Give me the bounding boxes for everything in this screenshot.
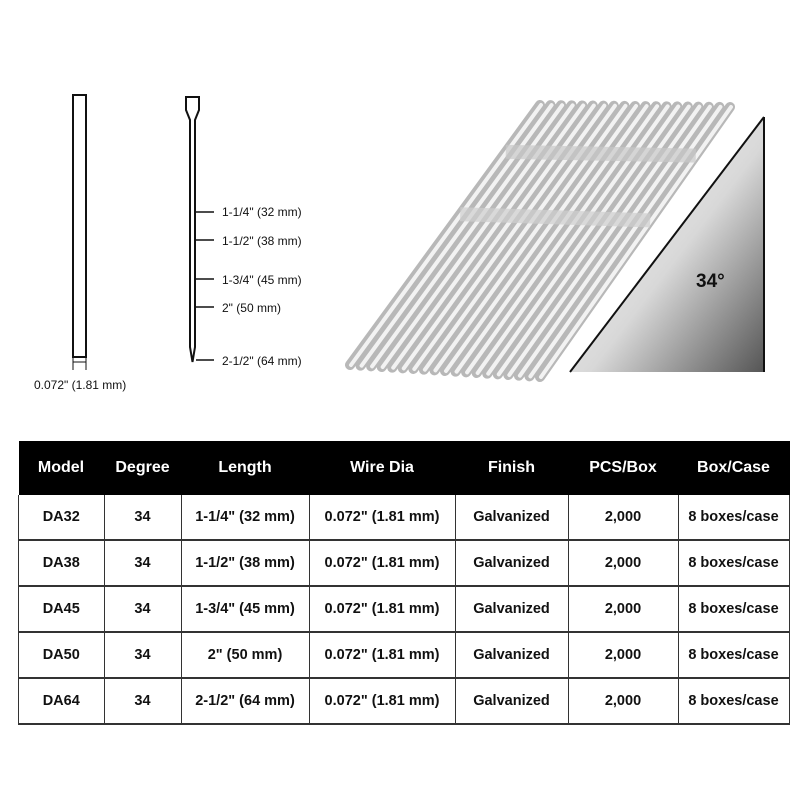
length-mark-label: 1-1/4" (32 mm) bbox=[222, 205, 302, 219]
table-cell: 0.072" (1.81 mm) bbox=[309, 586, 455, 632]
table-cell: DA38 bbox=[19, 540, 105, 586]
table-cell: 34 bbox=[104, 540, 181, 586]
table-cell: 34 bbox=[104, 632, 181, 678]
length-mark-label: 2" (50 mm) bbox=[222, 301, 281, 315]
table-cell: 1-3/4" (45 mm) bbox=[181, 586, 309, 632]
table-cell: DA45 bbox=[19, 586, 105, 632]
table-cell: Galvanized bbox=[455, 495, 568, 540]
spec-table bbox=[18, 441, 790, 725]
table-row bbox=[19, 632, 790, 678]
table-cell: 0.072" (1.81 mm) bbox=[309, 540, 455, 586]
collation-strip bbox=[506, 152, 696, 156]
length-marks bbox=[196, 205, 302, 368]
column-header: PCS/Box bbox=[568, 441, 678, 495]
table-cell: 34 bbox=[104, 586, 181, 632]
collation-strip bbox=[460, 214, 650, 220]
table-cell: 34 bbox=[104, 495, 181, 540]
length-mark-label: 1-3/4" (45 mm) bbox=[222, 273, 302, 287]
column-header: Length bbox=[181, 441, 309, 495]
table-cell: 2" (50 mm) bbox=[181, 632, 309, 678]
wire-diameter-label: 0.072" (1.81 mm) bbox=[34, 378, 127, 392]
table-row bbox=[19, 495, 790, 540]
length-mark-label: 1-1/2" (38 mm) bbox=[222, 234, 302, 248]
nail-length-view bbox=[186, 97, 302, 368]
table-cell: 8 boxes/case bbox=[678, 540, 789, 586]
table-cell: DA50 bbox=[19, 632, 105, 678]
table-cell: 8 boxes/case bbox=[678, 678, 789, 724]
column-header: Degree bbox=[104, 441, 181, 495]
table-cell: DA64 bbox=[19, 678, 105, 724]
column-header: Model bbox=[19, 441, 105, 495]
angle-label: 34° bbox=[696, 271, 725, 292]
table-cell: DA32 bbox=[19, 495, 105, 540]
column-header: Wire Dia bbox=[309, 441, 455, 495]
table-cell: 2,000 bbox=[568, 540, 678, 586]
table-cell: 2,000 bbox=[568, 586, 678, 632]
length-mark-label: 2-1/2" (64 mm) bbox=[222, 354, 302, 368]
table-cell: 0.072" (1.81 mm) bbox=[309, 678, 455, 724]
column-header: Box/Case bbox=[678, 441, 789, 495]
table-cell: 2,000 bbox=[568, 678, 678, 724]
column-header: Finish bbox=[455, 441, 568, 495]
table-cell: 8 boxes/case bbox=[678, 586, 789, 632]
table-cell: 2,000 bbox=[568, 495, 678, 540]
table-row bbox=[19, 586, 790, 632]
table-header-row bbox=[19, 441, 790, 495]
table-row bbox=[19, 678, 790, 724]
table-cell: Galvanized bbox=[455, 540, 568, 586]
table-cell: Galvanized bbox=[455, 586, 568, 632]
wire-diameter-view bbox=[34, 95, 126, 392]
table-cell: 8 boxes/case bbox=[678, 632, 789, 678]
table-cell: 0.072" (1.81 mm) bbox=[309, 632, 455, 678]
table-cell: 34 bbox=[104, 678, 181, 724]
table-cell: 1-1/2" (38 mm) bbox=[181, 540, 309, 586]
table-row bbox=[19, 540, 790, 586]
table-cell: Galvanized bbox=[455, 678, 568, 724]
table-cell: Galvanized bbox=[455, 632, 568, 678]
table-cell: 2-1/2" (64 mm) bbox=[181, 678, 309, 724]
table-cell: 0.072" (1.81 mm) bbox=[309, 495, 455, 540]
table-cell: 1-1/4" (32 mm) bbox=[181, 495, 309, 540]
table-cell: 2,000 bbox=[568, 632, 678, 678]
table-cell: 8 boxes/case bbox=[678, 495, 789, 540]
